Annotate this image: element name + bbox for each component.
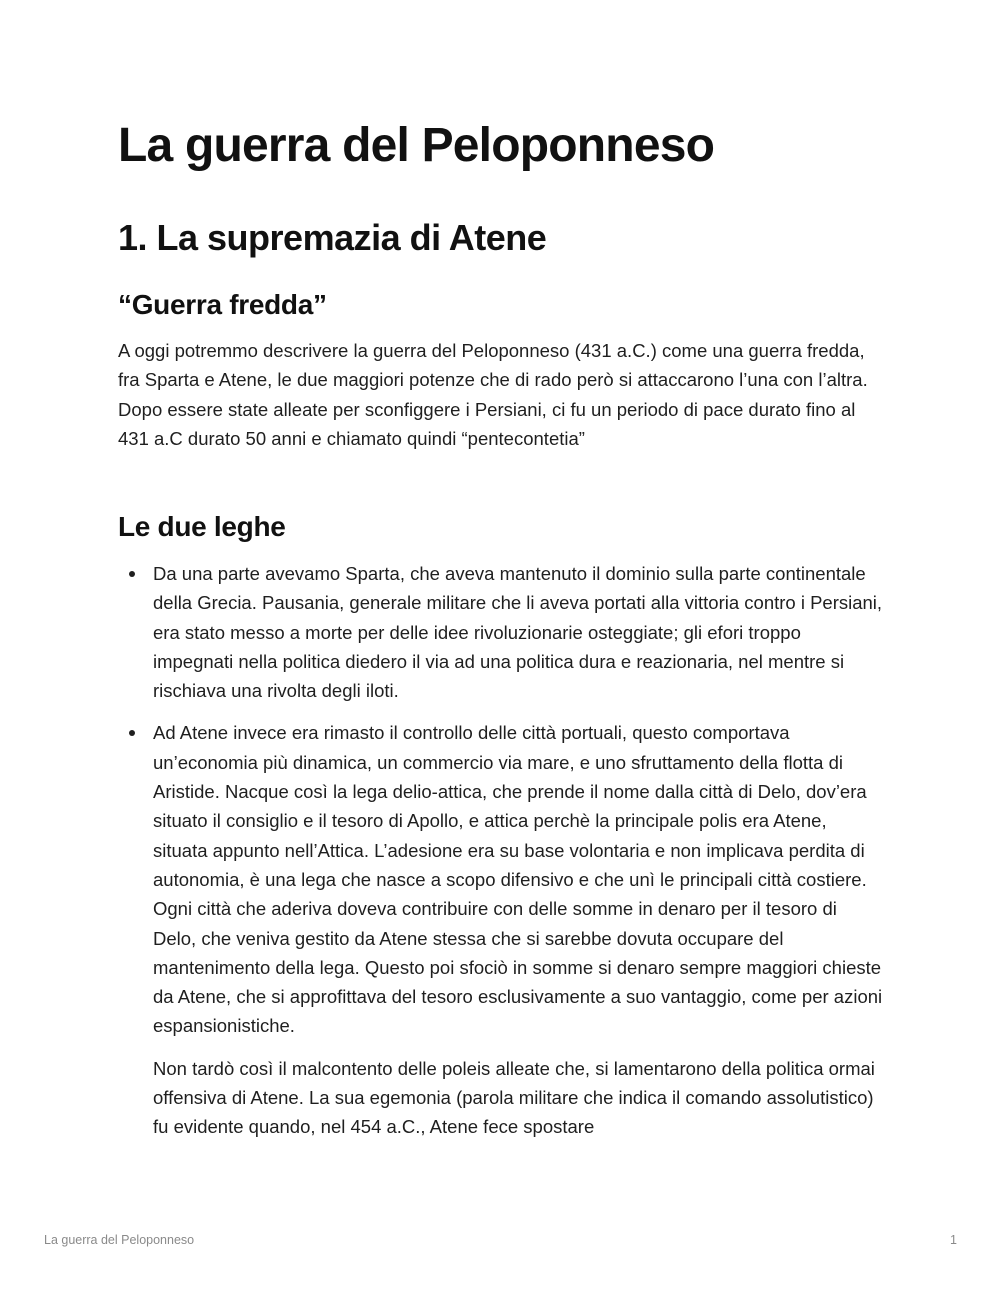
subheading-due-leghe: Le due leghe <box>118 511 286 542</box>
subheading-guerra-fredda: “Guerra fredda” <box>118 289 327 320</box>
bullet-list-leghe <box>118 559 883 1142</box>
bullet-paragraph: Ad Atene invece era rimasto il controllo delle città portuali, questo comportava un’economia più dinamica, un commercio via mare, e uno sfruttamento della flotta di Aristide. Nacque così la lega delio-attica, che prende il nome dalla città di Delo, dov’era situato il consiglio e il tesoro di Apollo, e attica perchè la principale polis era Atene, situata appunto nell’Attica. L’adesione era su base volontaria e non implicava perdita di autonomia, è una lega che nasce a scopo difensivo e che unì le principali città costiere. Ogni città che aderiva doveva contribuire con delle somme in denaro per il tesoro di Delo, che veniva gestito da Atene stessa che si sarebbe dovuta occupare del mantenimento della lega. Questo poi sfociò in somme si denaro sempre maggiori chieste da Atene, che si approfittava del tesoro esclusivamente a suo vantaggio, come per azioni espansionistiche. <box>153 722 883 1037</box>
bullet-item-atene <box>118 718 883 1141</box>
bullet-item-sparta <box>118 559 883 705</box>
bullet-dot-icon <box>129 571 135 577</box>
bullet-dot-icon <box>129 730 135 736</box>
footer-document-title: La guerra del Peloponneso <box>44 1233 195 1247</box>
section-heading-supremazia: 1. La supremazia di Atene <box>118 217 547 258</box>
bullet-paragraph-continued: Non tardò così il malcontento delle poleis alleate che, si lamentarono della politica ormai offensiva di Atene. La sua egemonia (parola militare che indica il comando assolutistico) fu evidente quando, nel 454 a.C., Atene fece spostare <box>153 1057 875 1138</box>
document-title: La guerra del Peloponneso <box>118 119 715 172</box>
footer-page-number: 1 <box>950 1233 957 1247</box>
bullet-paragraph: Da una parte avevamo Sparta, che aveva mantenuto il dominio sulla parte continentale della Grecia. Pausania, generale militare che li aveva portati alla vittoria contro i Persiani, era stato messo a morte per delle idee rivoluzionarie osteggiate; gli efori troppo impegnati nella politica diedero il via ad una politica dura e reazionaria, nel mentre si rischiava una rivolta degli iloti. <box>153 563 883 702</box>
paragraph-guerra-fredda: A oggi potremmo descrivere la guerra del Peloponneso (431 a.C.) come una guerra fredda, fra Sparta e Atene, le due maggiori potenze che di rado però si attaccarono l’una con l’altra. Dopo essere state alleate per sconfiggere i Persiani, ci fu un periodo di pace durato fino al 431 a.C durato 50 anni e chiamato quindi “pentecontetia” <box>118 340 868 449</box>
